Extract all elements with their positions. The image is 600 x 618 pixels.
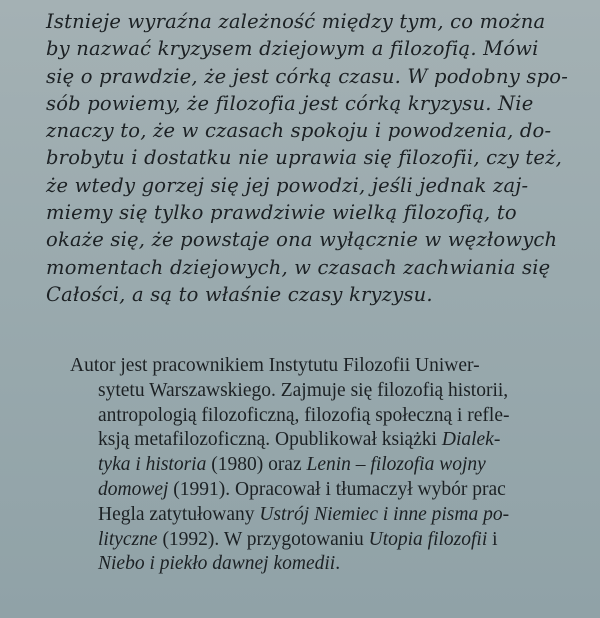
quote-line: Istnieje wyraźna zależność między tym, co można bbox=[46, 10, 546, 33]
bio-text: (1991). Opracował i tłumaczył wybór prac bbox=[168, 478, 506, 500]
bio-line bbox=[70, 478, 590, 503]
bio-text: (1980) oraz bbox=[206, 454, 307, 476]
quote-line: się o prawdzie, że jest córką czasu. W podobny spo- bbox=[46, 64, 568, 88]
quote-line: brobytu i dostatku nie uprawia się filozofii, czy też, bbox=[46, 146, 563, 170]
bio-line bbox=[70, 404, 590, 429]
quote-line: że wtedy gorzej się jej powodzi, jeśli jednak zaj- bbox=[46, 173, 529, 197]
bio-line bbox=[70, 428, 590, 453]
book-title: tyka i historia bbox=[98, 454, 207, 476]
bio-line bbox=[70, 453, 590, 478]
book-title: Utopia filozofii bbox=[368, 528, 488, 550]
book-title: Ustrój Niemiec i inne pisma po- bbox=[259, 503, 510, 525]
book-title: Dialek- bbox=[441, 429, 501, 451]
bio-line bbox=[70, 379, 590, 404]
bio-text: sytetu Warszawskiego. Zajmuje się filozofią historii, bbox=[98, 379, 509, 401]
bio-line bbox=[70, 528, 590, 553]
bio-text: (1992). W przygotowaniu bbox=[157, 528, 369, 550]
bio-line bbox=[70, 552, 590, 577]
bio-text: Autor jest pracownikiem Instytutu Filozofii Uniwer- bbox=[70, 355, 480, 376]
quote-line: znaczy to, że w czasach spokoju i powodzenia, do- bbox=[46, 119, 552, 143]
book-title: Niebo i piekło dawnej komedii bbox=[98, 553, 336, 575]
quote-line: by nazwać kryzysem dziejowym a filozofią. Mówi bbox=[46, 37, 539, 61]
bio-text: antropologią filozoficzną, filozofią społeczną i refle- bbox=[98, 404, 510, 426]
author-bio bbox=[70, 354, 590, 577]
book-title: lityczne bbox=[98, 528, 158, 550]
bio-text: i bbox=[487, 528, 498, 550]
quote-line: sób powiemy, że filozofia jest córką kryzysu. Nie bbox=[46, 91, 534, 115]
quote-line: momentach dziejowych, w czasach zachwiania się bbox=[46, 255, 551, 279]
bio-text: ksją metafilozoficzną. Opublikował książki bbox=[98, 429, 437, 451]
quote-line: miemy się tylko prawdziwie wielką filozofią, to bbox=[46, 201, 517, 225]
bio-text: Hegla zatytułowany bbox=[98, 503, 260, 525]
bio-line bbox=[70, 503, 590, 528]
bio-text: . bbox=[335, 553, 341, 575]
quote-line: Całości, a są to właśnie czasy kryzysu. bbox=[46, 282, 433, 306]
book-title: Lenin – filozofia wojny bbox=[306, 454, 486, 476]
bio-line bbox=[70, 354, 590, 379]
quote-paragraph bbox=[46, 8, 586, 308]
quote-line: okaże się, że powstaje ona wyłącznie w węzłowych bbox=[46, 228, 558, 252]
book-title: domowej bbox=[98, 478, 169, 500]
